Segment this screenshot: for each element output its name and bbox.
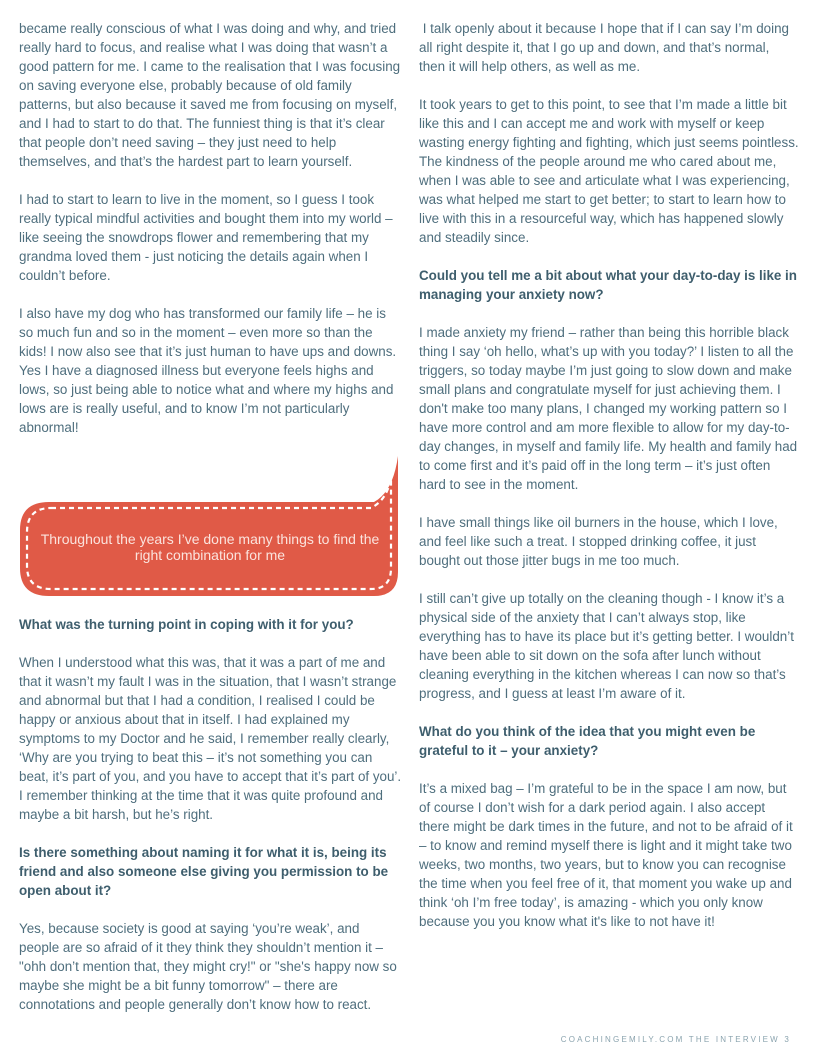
page-footer: COACHINGEMILY.COM THE INTERVIEW 3: [560, 1035, 791, 1044]
question-heading: What do you think of the idea that you might even be grateful to it – your anxiety?: [419, 724, 756, 758]
pull-quote: [19, 456, 403, 596]
body-paragraph: I have small things like oil burners in the house, which I love, and feel like such a treat. I stopped drinking coffee, it just bought out those jitter bugs in me too much.: [419, 515, 778, 568]
pull-quote-text: Throughout the years I’ve done many things to find the right combination for me: [40, 531, 380, 563]
pull-quote-bubble-shape: [19, 456, 403, 596]
left-column: [19, 19, 403, 1033]
body-paragraph: It’s a mixed bag – I’m grateful to be in the space I am now, but of course I don’t wish for a dark period again. I also accept there might be dark times in the future, and not to be afraid of it – to know and remind myself there is light and it might take two weeks, two months, two years, but to know you can recognise the time when you feel free of it, that moment you wake up and think ‘oh I’m free today’, is amazing - which you only know because you you know what it's like to not have it!: [419, 781, 793, 929]
question-heading: Could you tell me a bit about what your day-to-day is like in managing your anxiety now?: [419, 268, 797, 302]
right-column: [419, 19, 799, 950]
body-paragraph: I also have my dog who has transformed our family life – he is so much fun and so in the moment – even more so than the kids! I now also see that it’s just human to have ups and downs. Yes I have a diagnosed illness but everyone feels highs and lows, so just being able to notice what and where my highs and lows are is really useful, and to know I’m not particularly abnormal!: [19, 306, 397, 435]
body-paragraph: Yes, because society is good at saying ‘you’re weak’, and people are so afraid of it they think they shouldn’t mention it – "ohh don’t mention that, they might cry!" or "she's happy now so maybe she might be a bit funny tomorrow" – there are connotations and people generally don’t know how to react.: [19, 921, 397, 1012]
body-paragraph: I made anxiety my friend – rather than being this horrible black thing I say ‘oh hello, what’s up with you today?’ I listen to all the triggers, so today maybe I’m just going to slow down and make small plans and congratulate myself for just achieving them. I don't make too many plans, I changed my working pattern so I have more control and am more flexible to allow for my day-to-day changes, in myself and family life. My health and family had to come first and it’s paid off in the long term – it’s just often hard to see in the moment.: [419, 325, 798, 492]
body-paragraph: I talk openly about it because I hope that if I can say I’m doing all right despite it, that I go up and down, and that’s normal, then it will help others, as well as me.: [419, 21, 793, 74]
question-heading: What was the turning point in coping with it for you?: [19, 617, 354, 632]
body-paragraph: I still can’t give up totally on the cleaning though - I know it’s a physical side of the anxiety that I can’t always stop, like everything has to have its place but it’s getting better. I wouldn’t have been able to sit down on the sofa after lunch without cleaning everything in the kitchen whereas I can now so that’s progress, and I guess at least I’m aware of it.: [419, 591, 794, 701]
question-heading: Is there something about naming it for what it is, being its friend and also someone else giving you permission to be open about it?: [19, 845, 389, 898]
body-paragraph: It took years to get to this point, to see that I’m made a little bit like this and I can accept me and work with myself or keep wasting energy fighting and fighting, which just seems pointless. The kindness of the people around me who cared about me, when I was able to see and articulate what I was experiencing, was what helped me start to get better; to start to learn how to live with this in a resourceful way, which has happened slowly and steadily since.: [419, 97, 799, 245]
body-paragraph: became really conscious of what I was doing and why, and tried really hard to focus, and realise what I was doing that wasn’t a good pattern for me. I came to the realisation that I was focusing on saving everyone else, probably because of old family patterns, but also because it saved me from focusing on myself, and I had to start to do that. The funniest thing is that it’s clear that people don’t need saving – they just need to help themselves, and that’s the hardest part to learn yourself.: [19, 21, 401, 169]
body-paragraph: I had to start to learn to live in the moment, so I guess I took really typical mindful activities and bought them into my world – like seeing the snowdrops flower and remembering that my grandma loved them - just noticing the details again when I couldn’t before.: [19, 192, 393, 283]
body-paragraph: When I understood what this was, that it was a part of me and that it wasn’t my fault I was in the situation, that I wasn’t strange and abnormal but that I had a condition, I realised I could be happy or anxious about that in itself. I had explained my symptoms to my Doctor and he said, I remember really clearly, ‘Why are you trying to beat this – it’s not something you can beat, it’s part of you, and you have to accept that it’s part of you’. I remember thinking at the time that it was quite profound and maybe a bit harsh, but he’s right.: [19, 655, 402, 822]
